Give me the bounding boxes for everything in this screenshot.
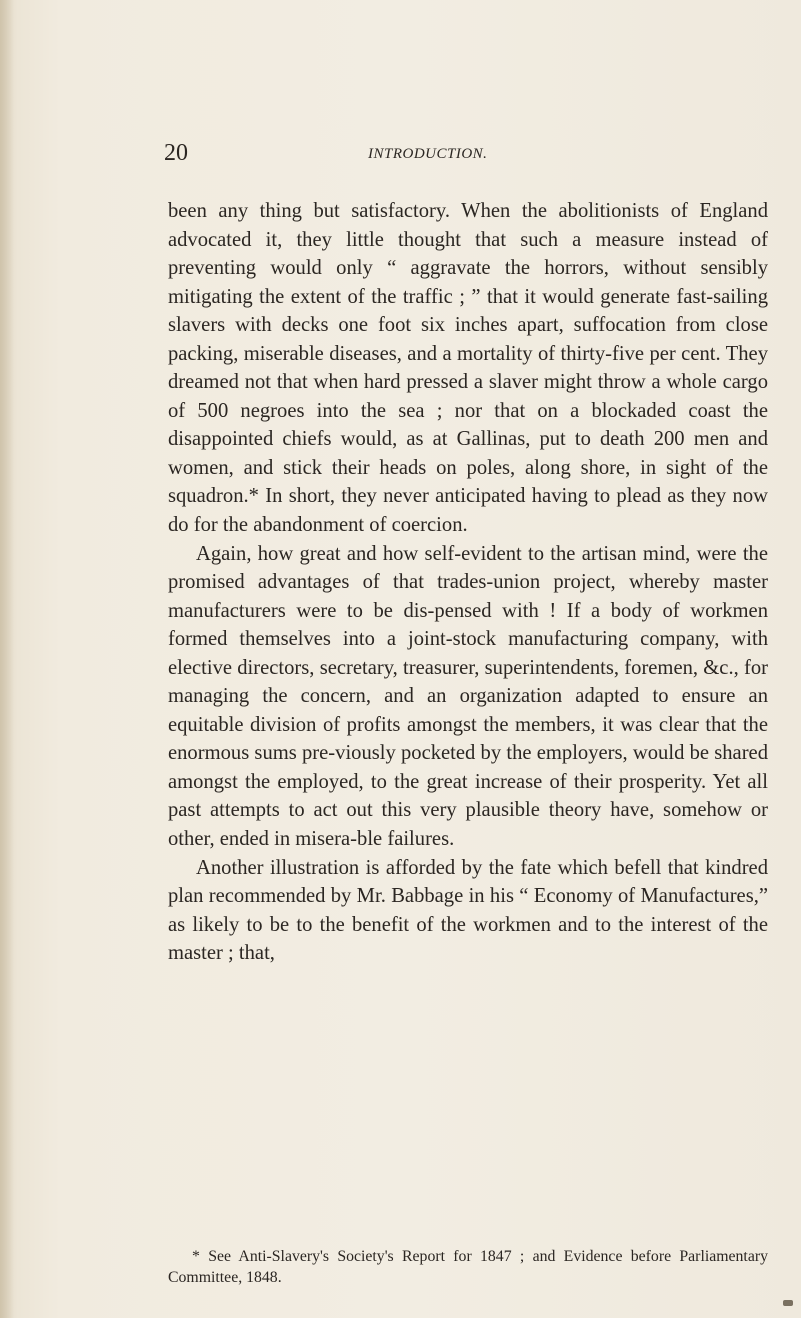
page-header xyxy=(0,140,801,170)
paragraph-1: been any thing but satisfactory. When the abolitionists of England advocated it, they little thought that such a measure instead of preventing would only “ aggravate the horrors, without sensibly mitigating the extent of the traffic ; ” that it would generate fast-sailing slavers with decks one foot six inches apart, suffocation from close packing, miserable diseases, and a mortality of thirty-five per cent. They dreamed not that when hard pressed a slaver might throw a whole cargo of 500 negroes into the sea ; nor that on a blockaded coast the disappointed chiefs would, as at Gallinas, put to death 200 men and women, and stick their heads on poles, along shore, in sight of the squadron.* In short, they never anticipated having to plead as they now do for the abandonment of coercion. xyxy=(168,200,768,537)
page-gutter-shadow xyxy=(0,0,14,1318)
paragraph-2: Again, how great and how self-evident to the artisan mind, were the promised advantages of that trades-union project, whereby master manufacturers were to be dis-pensed with ! If a body of workmen formed themselves into a joint-stock manufacturing company, with elective directors, secretary, treasurer, superintendents, foremen, &c., for managing the concern, and an organization adapted to ensure an equitable division of profits amongst the members, it was clear that the enormous sums pre-viously pocketed by the employers, would be shared amongst the employed, to the great increase of their prosperity. Yet all past attempts to act out this very plausible theory have, somehow or other, ended in misera-ble failures. xyxy=(168,542,768,851)
footnote xyxy=(168,1246,768,1288)
footnote-text: * See Anti-Slavery's Society's Report for 1847 ; and Evidence before Parliamentary Committee, 1848. xyxy=(168,1248,768,1286)
paragraph-3: Another illustration is afforded by the fate which befell that kindred plan recommended by Mr. Babbage in his “ Economy of Manufactures,” as likely to be to the benefit of the workmen and to the interest of the master ; that, xyxy=(168,856,768,965)
page-number: 20 xyxy=(164,140,188,166)
running-head: INTRODUCTION. xyxy=(368,146,488,162)
body-text xyxy=(168,197,768,968)
ink-speck xyxy=(783,1300,793,1306)
